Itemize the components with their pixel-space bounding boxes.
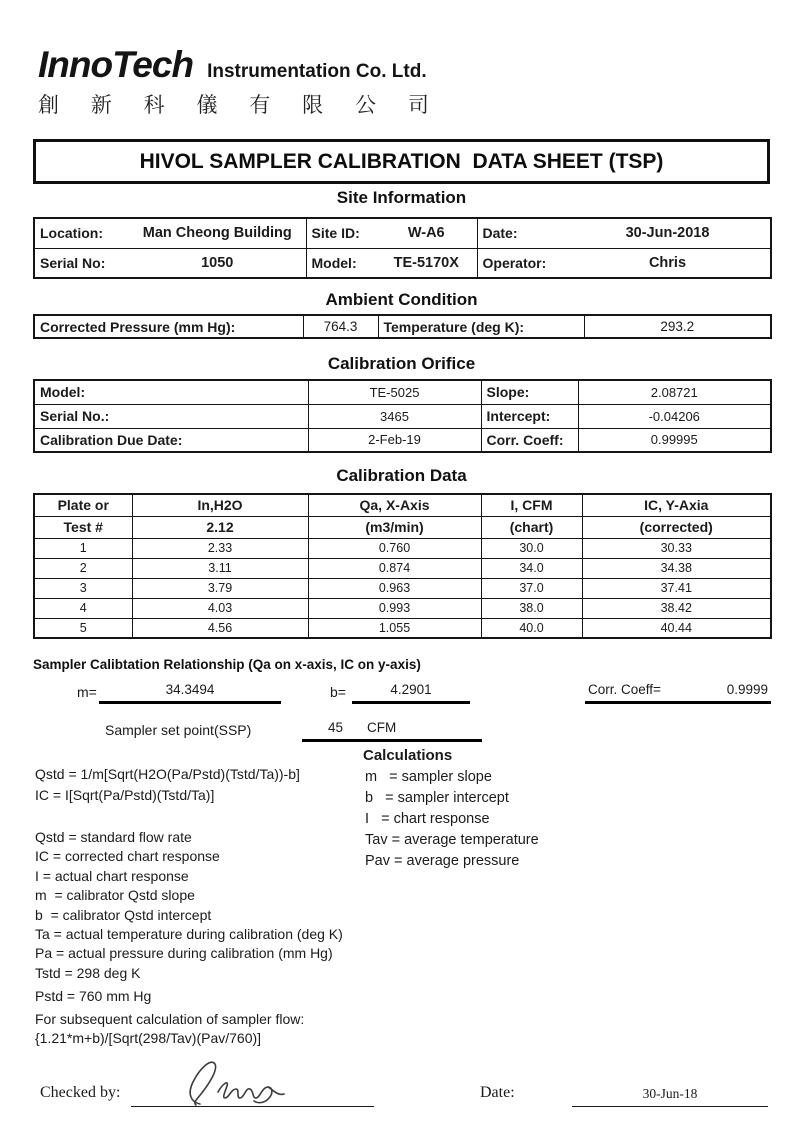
note-line: {1.21*m+b)/[Sqrt(298/Tav)(Pav/760)] <box>35 1029 262 1046</box>
site-date-label: Date: <box>477 218 565 248</box>
sampler-set-point-unit: CFM <box>367 720 397 735</box>
site-info-row <box>34 218 771 248</box>
calib-data-cell: 3.11 <box>132 558 308 578</box>
m-label: m= <box>77 684 97 700</box>
calibration-data-row <box>34 558 771 578</box>
calib-data-cell: 4.56 <box>132 618 308 638</box>
calib-header-cell: (m3/min) <box>308 516 481 538</box>
calculations-right-column <box>365 767 539 872</box>
relationship-heading: Sampler Calibtation Relationship (Qa on x-axis, IC on y-axis) <box>33 657 421 672</box>
footer-date-value: 30-Jun-18 <box>642 1086 698 1101</box>
calib-data-cell: 30.33 <box>582 538 771 558</box>
orifice-intercept-label: Intercept: <box>481 404 578 428</box>
calib-data-cell: 4 <box>34 598 132 618</box>
calib-header-cell: Test # <box>34 516 132 538</box>
ambient-pressure-label: Corrected Pressure (mm Hg): <box>34 315 303 338</box>
site-location-value: Man Cheong Building <box>129 218 306 248</box>
orifice-row <box>34 404 771 428</box>
b-value: 4.2901 <box>352 682 470 704</box>
calibration-header-row <box>34 494 771 516</box>
calib-data-cell: 34.0 <box>481 558 582 578</box>
calib-data-cell: 40.0 <box>481 618 582 638</box>
checked-by-label: Checked by: <box>40 1084 121 1101</box>
calib-data-cell: 38.0 <box>481 598 582 618</box>
definition-line: I = actual chart response <box>35 867 189 884</box>
site-serial-label: Serial No: <box>34 248 129 278</box>
calib-data-cell: 37.0 <box>481 578 582 598</box>
site-operator-value: Chris <box>565 248 771 278</box>
orifice-duedate-label: Calibration Due Date: <box>34 428 308 452</box>
ambient-condition-heading: Ambient Condition <box>325 290 478 309</box>
definition-line: IC = corrected chart response <box>35 848 220 865</box>
site-info-table <box>33 217 772 279</box>
ambient-temperature-value: 293.2 <box>584 315 771 338</box>
calibration-data-row <box>34 578 771 598</box>
site-serial-value: 1050 <box>129 248 306 278</box>
calib-data-cell: 5 <box>34 618 132 638</box>
document-title: HIVOL SAMPLER CALIBRATION DATA SHEET (TSP) <box>33 139 770 184</box>
calc-definition: m = sampler slope <box>365 769 492 785</box>
calculations-heading: Calculations <box>363 747 453 764</box>
calib-data-cell: 3.79 <box>132 578 308 598</box>
definition-line: Ta = actual temperature during calibration (deg K) <box>35 925 343 942</box>
calib-header-cell: Qa, X-Axis <box>308 494 481 516</box>
calibration-data-row <box>34 538 771 558</box>
b-label: b= <box>330 684 346 700</box>
calculations-left-column <box>35 764 343 1048</box>
calib-data-cell: 1.055 <box>308 618 481 638</box>
orifice-serial-value: 3465 <box>308 404 481 428</box>
calib-data-cell: 0.963 <box>308 578 481 598</box>
calc-definition: I = chart response <box>365 811 490 827</box>
calibration-data-heading: Calibration Data <box>336 466 467 485</box>
definitions-block <box>35 828 343 1007</box>
site-siteid-label: Site ID: <box>306 218 376 248</box>
calib-data-cell: 40.44 <box>582 618 771 638</box>
calib-data-cell: 30.0 <box>481 538 582 558</box>
orifice-intercept-value: -0.04206 <box>578 404 771 428</box>
calc-definition: Pav = average pressure <box>365 853 520 869</box>
site-location-label: Location: <box>34 218 129 248</box>
calibration-orifice-table <box>33 379 772 453</box>
calib-header-cell: 2.12 <box>132 516 308 538</box>
calib-data-cell: 0.993 <box>308 598 481 618</box>
calc-definition: b = sampler intercept <box>365 790 509 806</box>
calib-header-cell: (chart) <box>481 516 582 538</box>
sampler-set-point-value: 45 <box>328 720 344 735</box>
corr-coeff-label: Corr. Coeff= <box>588 682 661 697</box>
ambient-row <box>34 315 771 338</box>
orifice-corrcoeff-value: 0.99995 <box>578 428 771 452</box>
definition-line: Pa = actual pressure during calibration (mm Hg) <box>35 945 333 962</box>
sampler-set-point-label: Sampler set point(SSP) <box>105 722 252 738</box>
orifice-duedate-value: 2-Feb-19 <box>308 428 481 452</box>
calib-header-cell: (corrected) <box>582 516 771 538</box>
definition-line: b = calibrator Qstd intercept <box>35 906 212 923</box>
brand-header <box>38 44 427 86</box>
definition-line: Pstd = 760 mm Hg <box>35 988 152 1005</box>
calib-data-cell: 0.874 <box>308 558 481 578</box>
orifice-model-value: TE-5025 <box>308 380 481 404</box>
site-siteid-value: W-A6 <box>376 218 477 248</box>
calib-data-cell: 38.42 <box>582 598 771 618</box>
calib-data-cell: 0.760 <box>308 538 481 558</box>
site-operator-label: Operator: <box>477 248 565 278</box>
corr-coeff-value: 0.9999 <box>726 682 768 697</box>
sampler-set-point-group <box>302 720 482 742</box>
orifice-slope-value: 2.08721 <box>578 380 771 404</box>
site-model-value: TE-5170X <box>376 248 477 278</box>
orifice-row <box>34 380 771 404</box>
footer-date-label: Date: <box>480 1084 515 1101</box>
calibration-data-row <box>34 618 771 638</box>
brand-chinese-name: 創 新 科 儀 有 限 公 司 <box>38 94 442 117</box>
site-date-value: 30-Jun-2018 <box>565 218 771 248</box>
ambient-pressure-value: 764.3 <box>303 315 378 338</box>
calibration-orifice-heading: Calibration Orifice <box>327 354 476 373</box>
orifice-slope-label: Slope: <box>481 380 578 404</box>
note-line: For subsequent calculation of sampler flow: <box>35 1010 305 1027</box>
calib-data-cell: 2 <box>34 558 132 578</box>
definition-line: Qstd = standard flow rate <box>35 829 192 845</box>
calib-data-cell: 3 <box>34 578 132 598</box>
orifice-serial-label: Serial No.: <box>34 404 308 428</box>
orifice-model-label: Model: <box>34 380 308 404</box>
calib-header-cell: In,H2O <box>132 494 308 516</box>
definition-line: Tstd = 298 deg K <box>35 964 141 981</box>
calib-data-cell: 1 <box>34 538 132 558</box>
handwritten-signature <box>170 1056 300 1110</box>
site-info-row <box>34 248 771 278</box>
calib-data-cell: 34.38 <box>582 558 771 578</box>
formula-line: Qstd = 1/m[Sqrt(H2O(Pa/Pstd)(Tstd/Ta))-b] <box>35 766 300 782</box>
calib-header-cell: IC, Y-Axia <box>582 494 771 516</box>
brand-company-name: Instrumentation Co. Ltd. <box>207 61 427 82</box>
calibration-subheader-row <box>34 516 771 538</box>
notes-block <box>35 1010 343 1048</box>
calib-data-cell: 4.03 <box>132 598 308 618</box>
definition-line: m = calibrator Qstd slope <box>35 887 195 904</box>
calibration-data-table <box>33 493 772 639</box>
footer-date-line <box>572 1106 768 1107</box>
calib-header-cell: I, CFM <box>481 494 582 516</box>
ambient-condition-table <box>33 314 772 339</box>
calib-data-cell: 2.33 <box>132 538 308 558</box>
m-value: 34.3494 <box>99 682 281 704</box>
formula-block <box>35 764 343 806</box>
corr-coeff-group <box>585 682 771 704</box>
calib-data-cell: 37.41 <box>582 578 771 598</box>
calibration-data-row <box>34 598 771 618</box>
orifice-row <box>34 428 771 452</box>
formula-line: IC = I[Sqrt(Pa/Pstd)(Tstd/Ta)] <box>35 787 215 803</box>
orifice-corrcoeff-label: Corr. Coeff: <box>481 428 578 452</box>
calib-header-cell: Plate or <box>34 494 132 516</box>
calc-definition: Tav = average temperature <box>365 832 539 848</box>
site-information-heading: Site Information <box>336 188 467 207</box>
ambient-temperature-label: Temperature (deg K): <box>378 315 584 338</box>
brand-logo-text: InnoTech <box>38 44 194 85</box>
site-model-label: Model: <box>306 248 376 278</box>
